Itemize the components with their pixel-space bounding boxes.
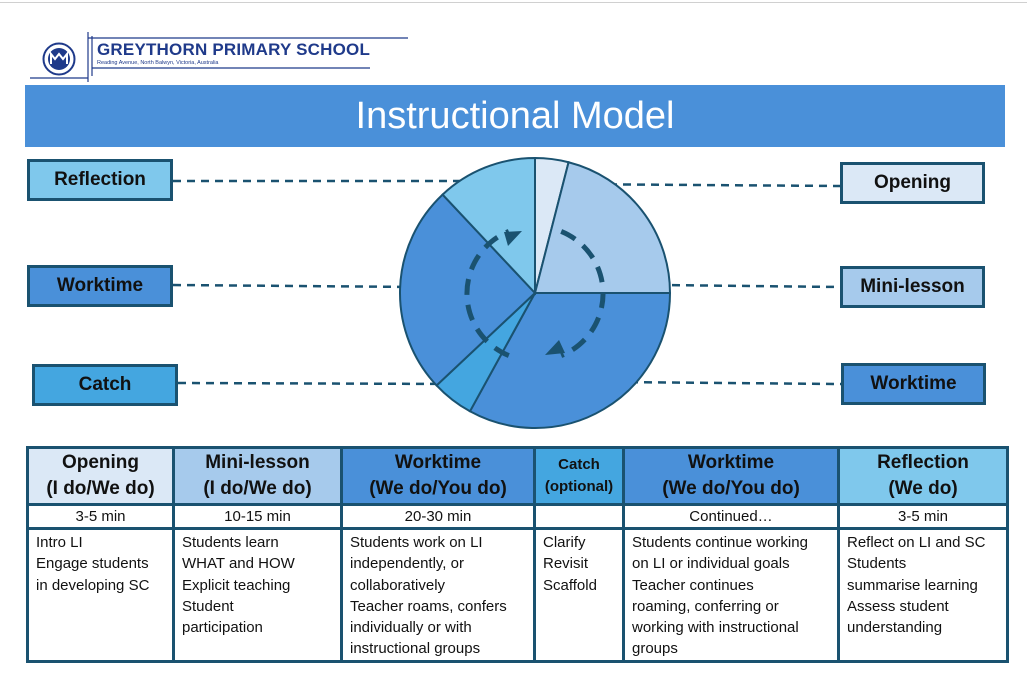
- leader-line-worktime-left: [173, 285, 418, 287]
- description-reflection: [839, 529, 1008, 662]
- label-worktime-left: Worktime: [27, 265, 173, 307]
- description-mini-lesson: [174, 529, 342, 662]
- header-sublabel: (I do/We do): [203, 478, 312, 499]
- description-opening: [28, 529, 174, 662]
- leader-line-mini-lesson: [658, 285, 840, 287]
- label-catch: Catch: [32, 364, 178, 406]
- description-line: summarise learning: [847, 576, 978, 594]
- leader-line-worktime-right: [616, 382, 841, 384]
- description-line: working with instructional: [632, 619, 799, 637]
- description-line: WHAT and HOW: [182, 555, 295, 573]
- description-line: Teacher continues: [632, 576, 754, 594]
- description-catch: [535, 529, 624, 662]
- description-line: Engage students: [36, 555, 149, 573]
- label-opening: Opening: [840, 162, 985, 204]
- header-opening: [28, 448, 174, 505]
- header-label: Opening: [61, 452, 140, 473]
- header-sublabel: (We do): [888, 478, 958, 499]
- time-cell: 10-15 min: [174, 505, 342, 529]
- description-line: independently, or: [350, 555, 464, 573]
- header-worktime-continued: [624, 448, 839, 505]
- header-sublabel: (optional): [544, 478, 614, 495]
- header-catch: [535, 448, 624, 505]
- description-line: instructional groups: [350, 640, 481, 658]
- time-cell: 20-30 min: [342, 505, 535, 529]
- header-label: Mini-lesson: [205, 452, 310, 473]
- description-line: Student: [182, 597, 234, 615]
- description-line: Students work on LI: [350, 534, 483, 551]
- header-worktime: [342, 448, 535, 505]
- label-worktime-right: Worktime: [841, 363, 986, 405]
- description-line: Teacher roams, confers: [350, 597, 507, 615]
- page-title: Instructional Model: [355, 94, 675, 137]
- label-reflection: Reflection: [27, 159, 173, 201]
- header-label: Reflection: [877, 452, 969, 473]
- header-mini-lesson: [174, 448, 342, 505]
- time-cell: Continued…: [624, 505, 839, 529]
- description-line: on LI or individual goals: [632, 555, 790, 573]
- description-line: collaboratively: [350, 576, 446, 594]
- pie-chart: [400, 158, 670, 428]
- description-line: individually or with: [350, 619, 472, 637]
- header-sublabel: (I do/We do): [46, 478, 155, 499]
- description-line: groups: [632, 640, 678, 658]
- description-worktime: [342, 529, 535, 662]
- header-sublabel: (We do/You do): [662, 478, 800, 499]
- description-line: understanding: [847, 619, 943, 637]
- header-label: Catch: [558, 456, 600, 473]
- description-line: participation: [182, 619, 263, 637]
- description-line: Revisit: [543, 555, 589, 573]
- description-line: roaming, conferring or: [632, 597, 779, 615]
- description-line: in developing SC: [36, 576, 150, 594]
- header-reflection: [839, 448, 1008, 505]
- header-sublabel: (We do/You do): [369, 478, 507, 499]
- label-mini-lesson: Mini-lesson: [840, 266, 985, 308]
- description-line: Reflect on LI and SC: [847, 534, 986, 551]
- description-line: Students: [847, 555, 907, 573]
- time-cell: 3-5 min: [839, 505, 1008, 529]
- description-line: Assess student: [847, 597, 949, 615]
- time-cell: 3-5 min: [28, 505, 174, 529]
- table-header-row: [28, 448, 1008, 505]
- school-address: Reading Avenue, North Balwyn, Victoria, Australia: [97, 60, 219, 66]
- school-name: GREYTHORN PRIMARY SCHOOL: [97, 40, 371, 59]
- instructional-model-table: [26, 446, 1009, 663]
- description-line: Explicit teaching: [182, 576, 291, 594]
- table-description-row: [28, 529, 1008, 662]
- time-cell: [535, 505, 624, 529]
- description-line: Students learn: [182, 534, 279, 551]
- description-worktime-continued: [624, 529, 839, 662]
- header-label: Worktime: [687, 452, 775, 473]
- description-line: Clarify: [543, 534, 586, 551]
- description-line: Scaffold: [543, 576, 597, 594]
- description-line: Students continue working: [632, 534, 808, 551]
- header-label: Worktime: [394, 452, 482, 473]
- table-time-row: [28, 505, 1008, 529]
- leader-line-catch: [178, 383, 460, 384]
- description-line: Intro LI: [36, 534, 83, 551]
